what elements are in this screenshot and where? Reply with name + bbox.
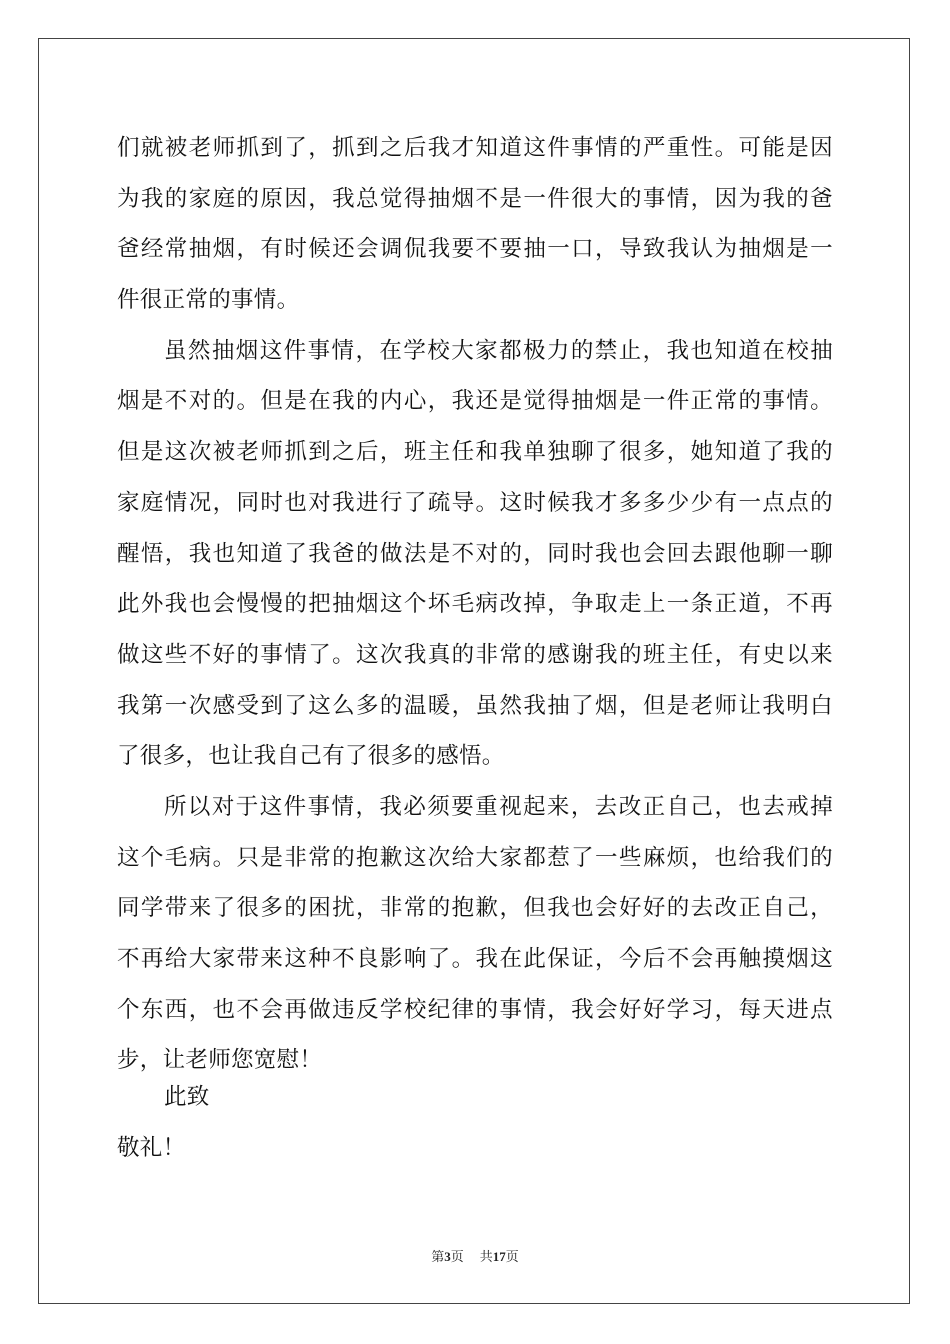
page-number: 3 — [444, 1249, 451, 1264]
total-label-prefix: 共 — [479, 1249, 493, 1264]
text-line: 为我的家庭的原因，我总觉得抽烟不是一件很大的事情，因为我的爸 — [117, 185, 833, 212]
text-line: 醒悟，我也知道了我爸的做法是不对的，同时我也会回去跟他聊一聊 — [117, 540, 833, 567]
paragraph-3 — [117, 782, 833, 1086]
text-line: 此外我也会慢慢的把抽烟这个坏毛病改掉，争取走上一条正道，不再 — [117, 591, 833, 618]
paragraph-2 — [117, 326, 833, 782]
text-line: 这个毛病。只是非常的抱歉这次给大家都惹了一些麻烦，也给我们的 — [117, 844, 833, 871]
closing-salutation: 此致 — [164, 1084, 210, 1110]
text-line: 家庭情况，同时也对我进行了疏导。这时候我才多多少少有一点点的 — [117, 489, 833, 516]
page-footer — [0, 1246, 950, 1265]
page-label-suffix: 页 — [450, 1249, 464, 1264]
text-line: 但是这次被老师抓到之后，班主任和我单独聊了很多，她知道了我的 — [117, 439, 833, 466]
letter-closing — [117, 1072, 210, 1173]
text-line: 我第一次感受到了这么多的温暖，虽然我抽了烟，但是老师让我明白 — [117, 692, 833, 719]
text-line: 个东西，也不会再做违反学校纪律的事情，我会好好学习，每天进点 — [117, 996, 833, 1023]
text-line: 们就被老师抓到了，抓到之后我才知道这件事情的严重性。可能是因 — [117, 135, 833, 161]
paragraph-1 — [117, 123, 833, 326]
total-label-suffix: 页 — [505, 1249, 519, 1264]
total-pages: 17 — [492, 1249, 506, 1264]
text-line: 同学带来了很多的困扰，非常的抱歉，但我也会好好的去改正自己， — [117, 895, 833, 922]
page-label-prefix: 第 — [431, 1249, 445, 1264]
text-line: 爸经常抽烟，有时候还会调侃我要不要抽一口，导致我认为抽烟是一 — [117, 236, 833, 263]
text-line: 所以对于这件事情，我必须要重视起来，去改正自己，也去戒掉 — [164, 793, 833, 820]
letter-body — [117, 123, 833, 1086]
text-line: 了很多，也让我自己有了很多的感悟。 — [117, 743, 505, 770]
text-line: 虽然抽烟这件事情，在学校大家都极力的禁止，我也知道在校抽 — [164, 337, 833, 364]
text-line: 做这些不好的事情了。这次我真的非常的感谢我的班主任，有史以来 — [117, 641, 833, 668]
text-line: 不再给大家带来这种不良影响了。我在此保证，今后不会再触摸烟这 — [117, 946, 833, 972]
text-line: 件很正常的事情。 — [117, 287, 300, 314]
closing-regards: 敬礼！ — [117, 1134, 186, 1161]
text-line: 步，让老师您宽慰！ — [117, 1047, 323, 1074]
text-line: 烟是不对的。但是在我的内心，我还是觉得抽烟是一件正常的事情。 — [117, 388, 833, 415]
